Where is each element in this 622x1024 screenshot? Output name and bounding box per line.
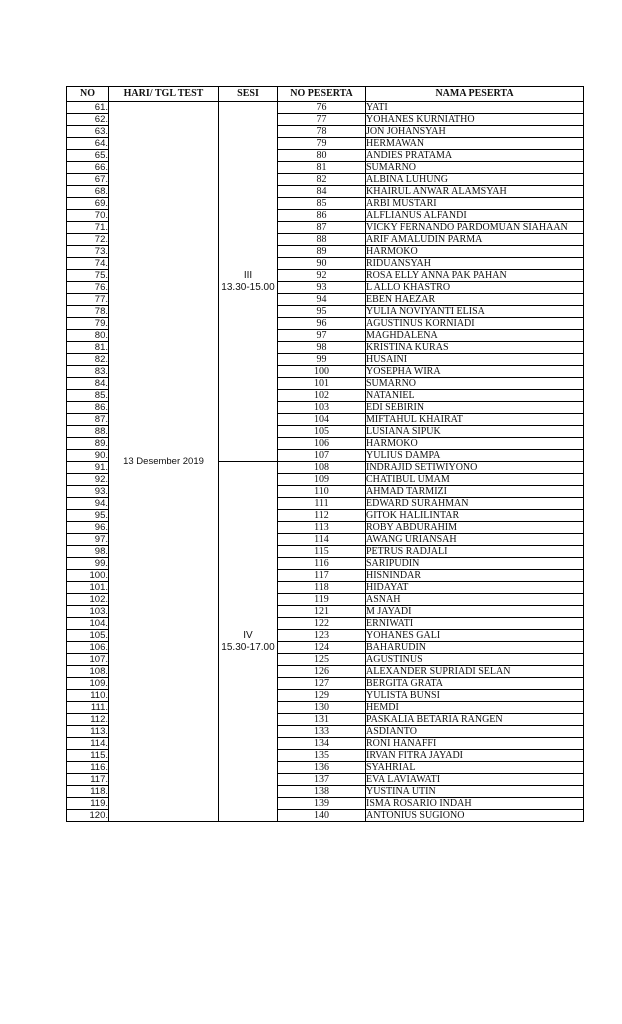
participant-number-cell: 81 <box>278 162 366 174</box>
row-number-cell: 97. <box>67 534 109 546</box>
participant-number-cell: 119 <box>278 594 366 606</box>
participant-name-cell: LUSIANA SIPUK <box>366 426 584 438</box>
col-header-no: NO <box>67 87 109 102</box>
participant-number-cell: 114 <box>278 534 366 546</box>
row-number-cell: 100. <box>67 570 109 582</box>
participant-number-cell: 131 <box>278 714 366 726</box>
participant-number-cell: 130 <box>278 702 366 714</box>
participant-number-cell: 106 <box>278 438 366 450</box>
participant-name-cell: AGUSTINUS <box>366 654 584 666</box>
row-number-cell: 117. <box>67 774 109 786</box>
test-schedule-table <box>66 86 584 822</box>
participant-name-cell: AHMAD TARMIZI <box>366 486 584 498</box>
participant-number-cell: 137 <box>278 774 366 786</box>
row-number-cell: 118. <box>67 786 109 798</box>
participant-name-cell: KRISTINA KURAS <box>366 342 584 354</box>
participant-number-cell: 140 <box>278 810 366 822</box>
row-number-cell: 102. <box>67 594 109 606</box>
participant-number-cell: 97 <box>278 330 366 342</box>
participant-number-cell: 121 <box>278 606 366 618</box>
participant-number-cell: 112 <box>278 510 366 522</box>
row-number-cell: 85. <box>67 390 109 402</box>
participant-name-cell: ANDIES PRATAMA <box>366 150 584 162</box>
participant-number-cell: 85 <box>278 198 366 210</box>
participant-name-cell: ALFLIANUS ALFANDI <box>366 210 584 222</box>
participant-name-cell: YOHANES KURNIATHO <box>366 114 584 126</box>
row-number-cell: 114. <box>67 738 109 750</box>
participant-name-cell: HERMAWAN <box>366 138 584 150</box>
participant-name-cell: HEMDI <box>366 702 584 714</box>
row-number-cell: 109. <box>67 678 109 690</box>
row-number-cell: 67. <box>67 174 109 186</box>
participant-name-cell: PASKALIA BETARIA RANGEN <box>366 714 584 726</box>
row-number-cell: 115. <box>67 750 109 762</box>
participant-number-cell: 135 <box>278 750 366 762</box>
row-number-cell: 81. <box>67 342 109 354</box>
row-number-cell: 120. <box>67 810 109 822</box>
participant-name-cell: ERNIWATI <box>366 618 584 630</box>
row-number-cell: 84. <box>67 378 109 390</box>
participant-number-cell: 124 <box>278 642 366 654</box>
participant-number-cell: 134 <box>278 738 366 750</box>
participant-number-cell: 118 <box>278 582 366 594</box>
participant-name-cell: EDI SEBIRIN <box>366 402 584 414</box>
participant-number-cell: 115 <box>278 546 366 558</box>
col-header-sesi: SESI <box>219 87 278 102</box>
participant-number-cell: 107 <box>278 450 366 462</box>
participant-number-cell: 96 <box>278 318 366 330</box>
participant-name-cell: EVA LAVIAWATI <box>366 774 584 786</box>
session-cell <box>219 102 278 462</box>
row-number-cell: 104. <box>67 618 109 630</box>
table-row <box>67 102 584 114</box>
row-number-cell: 82. <box>67 354 109 366</box>
test-date-cell: 13 Desember 2019 <box>109 102 219 822</box>
participant-number-cell: 95 <box>278 306 366 318</box>
row-number-cell: 68. <box>67 186 109 198</box>
participant-number-cell: 98 <box>278 342 366 354</box>
participant-number-cell: 117 <box>278 570 366 582</box>
participant-name-cell: SYAHRIAL <box>366 762 584 774</box>
participant-number-cell: 86 <box>278 210 366 222</box>
participant-number-cell: 138 <box>278 786 366 798</box>
participant-number-cell: 122 <box>278 618 366 630</box>
participant-name-cell: HISNINDAR <box>366 570 584 582</box>
row-number-cell: 77. <box>67 294 109 306</box>
row-number-cell: 86. <box>67 402 109 414</box>
participant-name-cell: HARMOKO <box>366 438 584 450</box>
row-number-cell: 76. <box>67 282 109 294</box>
row-number-cell: 110. <box>67 690 109 702</box>
participant-number-cell: 82 <box>278 174 366 186</box>
participant-number-cell: 99 <box>278 354 366 366</box>
participant-name-cell: YOHANES GALI <box>366 630 584 642</box>
row-number-cell: 63. <box>67 126 109 138</box>
row-number-cell: 95. <box>67 510 109 522</box>
participant-number-cell: 110 <box>278 486 366 498</box>
row-number-cell: 111. <box>67 702 109 714</box>
participant-name-cell: ARIF AMALUDIN PARMA <box>366 234 584 246</box>
row-number-cell: 62. <box>67 114 109 126</box>
session-time: 13.30-15.00 <box>221 281 275 293</box>
col-header-no-peserta: NO PESERTA <box>278 87 366 102</box>
participant-name-cell: INDRAJID SETIWIYONO <box>366 462 584 474</box>
row-number-cell: 96. <box>67 522 109 534</box>
participant-number-cell: 101 <box>278 378 366 390</box>
participant-number-cell: 139 <box>278 798 366 810</box>
row-number-cell: 64. <box>67 138 109 150</box>
participant-name-cell: BERGITA GRATA <box>366 678 584 690</box>
participant-number-cell: 94 <box>278 294 366 306</box>
participant-name-cell: ROBY ABDURAHIM <box>366 522 584 534</box>
row-number-cell: 91. <box>67 462 109 474</box>
participant-name-cell: ALEXANDER SUPRIADI SELAN <box>366 666 584 678</box>
participant-name-cell: BAHARUDIN <box>366 642 584 654</box>
participant-number-cell: 92 <box>278 270 366 282</box>
session-number: III <box>243 269 253 281</box>
col-header-nama-peserta: NAMA PESERTA <box>366 87 584 102</box>
participant-number-cell: 100 <box>278 366 366 378</box>
participant-name-cell: YOSEPHA WIRA <box>366 366 584 378</box>
participant-number-cell: 126 <box>278 666 366 678</box>
participant-name-cell: L ALLO KHASTRO <box>366 282 584 294</box>
row-number-cell: 99. <box>67 558 109 570</box>
row-number-cell: 89. <box>67 438 109 450</box>
row-number-cell: 94. <box>67 498 109 510</box>
participant-number-cell: 78 <box>278 126 366 138</box>
participant-name-cell: KHAIRUL ANWAR ALAMSYAH <box>366 186 584 198</box>
participant-name-cell: ROSA ELLY ANNA PAK PAHAN <box>366 270 584 282</box>
row-number-cell: 80. <box>67 330 109 342</box>
row-number-cell: 93. <box>67 486 109 498</box>
row-number-cell: 119. <box>67 798 109 810</box>
row-number-cell: 79. <box>67 318 109 330</box>
participant-name-cell: MAGHDALENA <box>366 330 584 342</box>
row-number-cell: 65. <box>67 150 109 162</box>
row-number-cell: 72. <box>67 234 109 246</box>
participant-name-cell: YATI <box>366 102 584 114</box>
row-number-cell: 73. <box>67 246 109 258</box>
row-number-cell: 112. <box>67 714 109 726</box>
row-number-cell: 116. <box>67 762 109 774</box>
row-number-cell: 107. <box>67 654 109 666</box>
participant-number-cell: 79 <box>278 138 366 150</box>
participant-name-cell: HIDAYAT <box>366 582 584 594</box>
participant-number-cell: 104 <box>278 414 366 426</box>
participant-number-cell: 84 <box>278 186 366 198</box>
participant-name-cell: YUSTINA UTIN <box>366 786 584 798</box>
session-number: IV <box>243 629 253 641</box>
participant-number-cell: 105 <box>278 426 366 438</box>
participant-name-cell: ARBI MUSTARI <box>366 198 584 210</box>
schedule-table-body <box>67 102 584 822</box>
row-number-cell: 69. <box>67 198 109 210</box>
participant-name-cell: JON JOHANSYAH <box>366 126 584 138</box>
row-number-cell: 92. <box>67 474 109 486</box>
participant-name-cell: ISMA ROSARIO INDAH <box>366 798 584 810</box>
participant-number-cell: 90 <box>278 258 366 270</box>
participant-number-cell: 116 <box>278 558 366 570</box>
col-header-hari-tgl-test: HARI/ TGL TEST <box>109 87 219 102</box>
participant-name-cell: AWANG URIANSAH <box>366 534 584 546</box>
participant-name-cell: YULIUS DAMPA <box>366 450 584 462</box>
participant-number-cell: 108 <box>278 462 366 474</box>
participant-number-cell: 102 <box>278 390 366 402</box>
row-number-cell: 90. <box>67 450 109 462</box>
row-number-cell: 83. <box>67 366 109 378</box>
participant-number-cell: 109 <box>278 474 366 486</box>
participant-number-cell: 87 <box>278 222 366 234</box>
row-number-cell: 103. <box>67 606 109 618</box>
participant-name-cell: HARMOKO <box>366 246 584 258</box>
participant-name-cell: EBEN HAEZAR <box>366 294 584 306</box>
row-number-cell: 71. <box>67 222 109 234</box>
participant-number-cell: 76 <box>278 102 366 114</box>
participant-name-cell: SUMARNO <box>366 378 584 390</box>
row-number-cell: 74. <box>67 258 109 270</box>
participant-name-cell: YULISTA BUNSI <box>366 690 584 702</box>
participant-name-cell: VICKY FERNANDO PARDOMUAN SIAHAAN <box>366 222 584 234</box>
participant-name-cell: ASDIANTO <box>366 726 584 738</box>
participant-name-cell: ALBINA LUHUNG <box>366 174 584 186</box>
participant-number-cell: 93 <box>278 282 366 294</box>
participant-number-cell: 103 <box>278 402 366 414</box>
participant-number-cell: 88 <box>278 234 366 246</box>
participant-number-cell: 77 <box>278 114 366 126</box>
participant-number-cell: 127 <box>278 678 366 690</box>
participant-name-cell: NATANIEL <box>366 390 584 402</box>
participant-name-cell: IRVAN FITRA JAYADI <box>366 750 584 762</box>
participant-name-cell: MIFTAHUL KHAIRAT <box>366 414 584 426</box>
participant-number-cell: 136 <box>278 762 366 774</box>
row-number-cell: 98. <box>67 546 109 558</box>
row-number-cell: 78. <box>67 306 109 318</box>
participant-name-cell: EDWARD SURAHMAN <box>366 498 584 510</box>
participant-number-cell: 80 <box>278 150 366 162</box>
participant-name-cell: YULIA NOVIYANTI ELISA <box>366 306 584 318</box>
participant-name-cell: ASNAH <box>366 594 584 606</box>
participant-number-cell: 89 <box>278 246 366 258</box>
row-number-cell: 88. <box>67 426 109 438</box>
participant-name-cell: HUSAINI <box>366 354 584 366</box>
row-number-cell: 105. <box>67 630 109 642</box>
participant-number-cell: 129 <box>278 690 366 702</box>
session-cell <box>219 462 278 822</box>
participant-number-cell: 113 <box>278 522 366 534</box>
participant-name-cell: M JAYADI <box>366 606 584 618</box>
participant-name-cell: CHATIBUL UMAM <box>366 474 584 486</box>
table-header-row <box>67 87 584 102</box>
participant-name-cell: PETRUS RADJALI <box>366 546 584 558</box>
row-number-cell: 75. <box>67 270 109 282</box>
row-number-cell: 106. <box>67 642 109 654</box>
participant-name-cell: SUMARNO <box>366 162 584 174</box>
row-number-cell: 70. <box>67 210 109 222</box>
participant-number-cell: 133 <box>278 726 366 738</box>
participant-name-cell: AGUSTINUS KORNIADI <box>366 318 584 330</box>
participant-name-cell: SARIPUDIN <box>366 558 584 570</box>
participant-name-cell: GITOK HALILINTAR <box>366 510 584 522</box>
participant-number-cell: 123 <box>278 630 366 642</box>
participant-number-cell: 111 <box>278 498 366 510</box>
row-number-cell: 101. <box>67 582 109 594</box>
row-number-cell: 108. <box>67 666 109 678</box>
participant-name-cell: RIDUANSYAH <box>366 258 584 270</box>
row-number-cell: 87. <box>67 414 109 426</box>
participant-number-cell: 125 <box>278 654 366 666</box>
participant-name-cell: ANTONIUS SUGIONO <box>366 810 584 822</box>
row-number-cell: 113. <box>67 726 109 738</box>
row-number-cell: 66. <box>67 162 109 174</box>
row-number-cell: 61. <box>67 102 109 114</box>
session-time: 15.30-17.00 <box>221 641 275 653</box>
participant-name-cell: RONI HANAFFI <box>366 738 584 750</box>
